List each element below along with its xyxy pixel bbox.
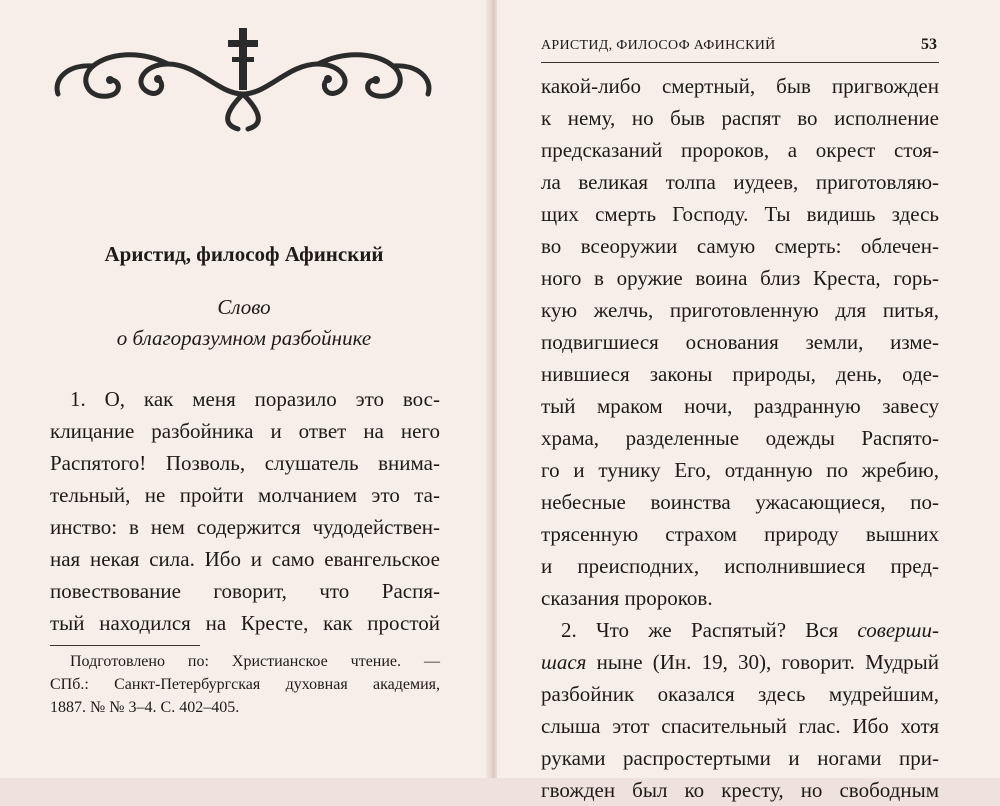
footnote-line: 1887. № № 3–4. С. 402–405.	[50, 699, 240, 716]
text-line: во всеоружии самую смерть: облечен-	[541, 234, 939, 258]
text-line: нившиеся законы природы, день, оде-	[541, 362, 939, 386]
text-line: клицание разбойника и ответ на него	[50, 419, 440, 443]
subtitle-line: Слово	[217, 295, 271, 319]
italic-word: шася	[541, 650, 587, 674]
text-line: разбойник оказался здесь мудрейшим,	[541, 682, 939, 706]
text-line: инство: в нем содержится чудодействен-	[50, 515, 440, 539]
article-title: Аристид, философ Афинский	[104, 242, 384, 266]
footnote-divider	[50, 645, 200, 646]
text-line: к нему, но быв распят во исполнение	[541, 106, 939, 130]
subtitle-line: о благоразумном разбойнике	[116, 326, 372, 350]
text-line	[541, 614, 939, 646]
text-line: небесные воинства ужасающиеся, по-	[541, 490, 939, 514]
text-line	[541, 646, 939, 678]
right-body-text	[541, 70, 939, 806]
text-line: руками распростертыми и ногами при-	[541, 746, 939, 770]
text-line: кую желчь, приготовленную для питья,	[541, 298, 939, 322]
text-line: тельный, не пройти молчанием это та-	[50, 483, 440, 507]
text-line: гвожден был ко кресту, но свободным	[541, 778, 939, 802]
article-subtitle	[45, 292, 443, 354]
text-line: трясенную страхом природу вышних	[541, 522, 939, 546]
text-line: храма, разделенные одежды Распято-	[541, 426, 939, 450]
left-body-text	[50, 383, 440, 639]
text-line: и преисподних, исполнившиеся пред-	[541, 554, 939, 578]
footnote-line: Подготовлено по: Христианское чтение. —	[70, 653, 440, 670]
text-fragment: ныне (Ин. 19, 30), говорит. Мудрый	[586, 650, 939, 674]
text-line: щих смерть Господу. Ты видишь здесь	[541, 202, 939, 226]
text-fragment: 2. Что же Распятый? Вся	[561, 618, 858, 642]
left-page	[0, 0, 488, 778]
footnote-line: СПб.: Санкт-Петербургская духовная академия,	[50, 676, 440, 693]
running-head	[541, 34, 939, 63]
text-line: ная некая сила. Ибо и само евангельское	[50, 547, 440, 571]
text-line: ла великая толпа иудеев, приготовляю-	[541, 170, 939, 194]
page-number: 53	[921, 36, 937, 53]
cross-ornament-icon	[48, 24, 438, 134]
text-line: какой-либо смертный, быв пригвожден	[541, 74, 939, 98]
text-line: тый находился на Кресте, как простой	[50, 611, 440, 635]
running-head-title: АРИСТИД, ФИЛОСОФ АФИНСКИЙ	[541, 38, 776, 53]
text-line: предсказаний пророков, а окрест стоя-	[541, 138, 939, 162]
text-line: Распятого! Позволь, слушатель внима-	[50, 451, 440, 475]
text-line: тый мраком ночи, раздранную завесу	[541, 394, 939, 418]
text-line: го и тунику Его, отданную по жребию,	[541, 458, 939, 482]
text-line: ного в оружие воина близ Креста, горь-	[541, 266, 939, 290]
text-line: сказания пророков.	[541, 586, 713, 610]
italic-word: соверши-	[857, 618, 939, 642]
footnote	[50, 650, 440, 719]
text-line: слыша этот спасительный глас. Ибо хотя	[541, 714, 939, 738]
text-line: 1. О, как меня поразило это вос-	[70, 387, 440, 411]
text-line: повествование говорит, что Распя-	[50, 579, 440, 603]
text-line: подвигшиеся основания земли, изме-	[541, 330, 939, 354]
